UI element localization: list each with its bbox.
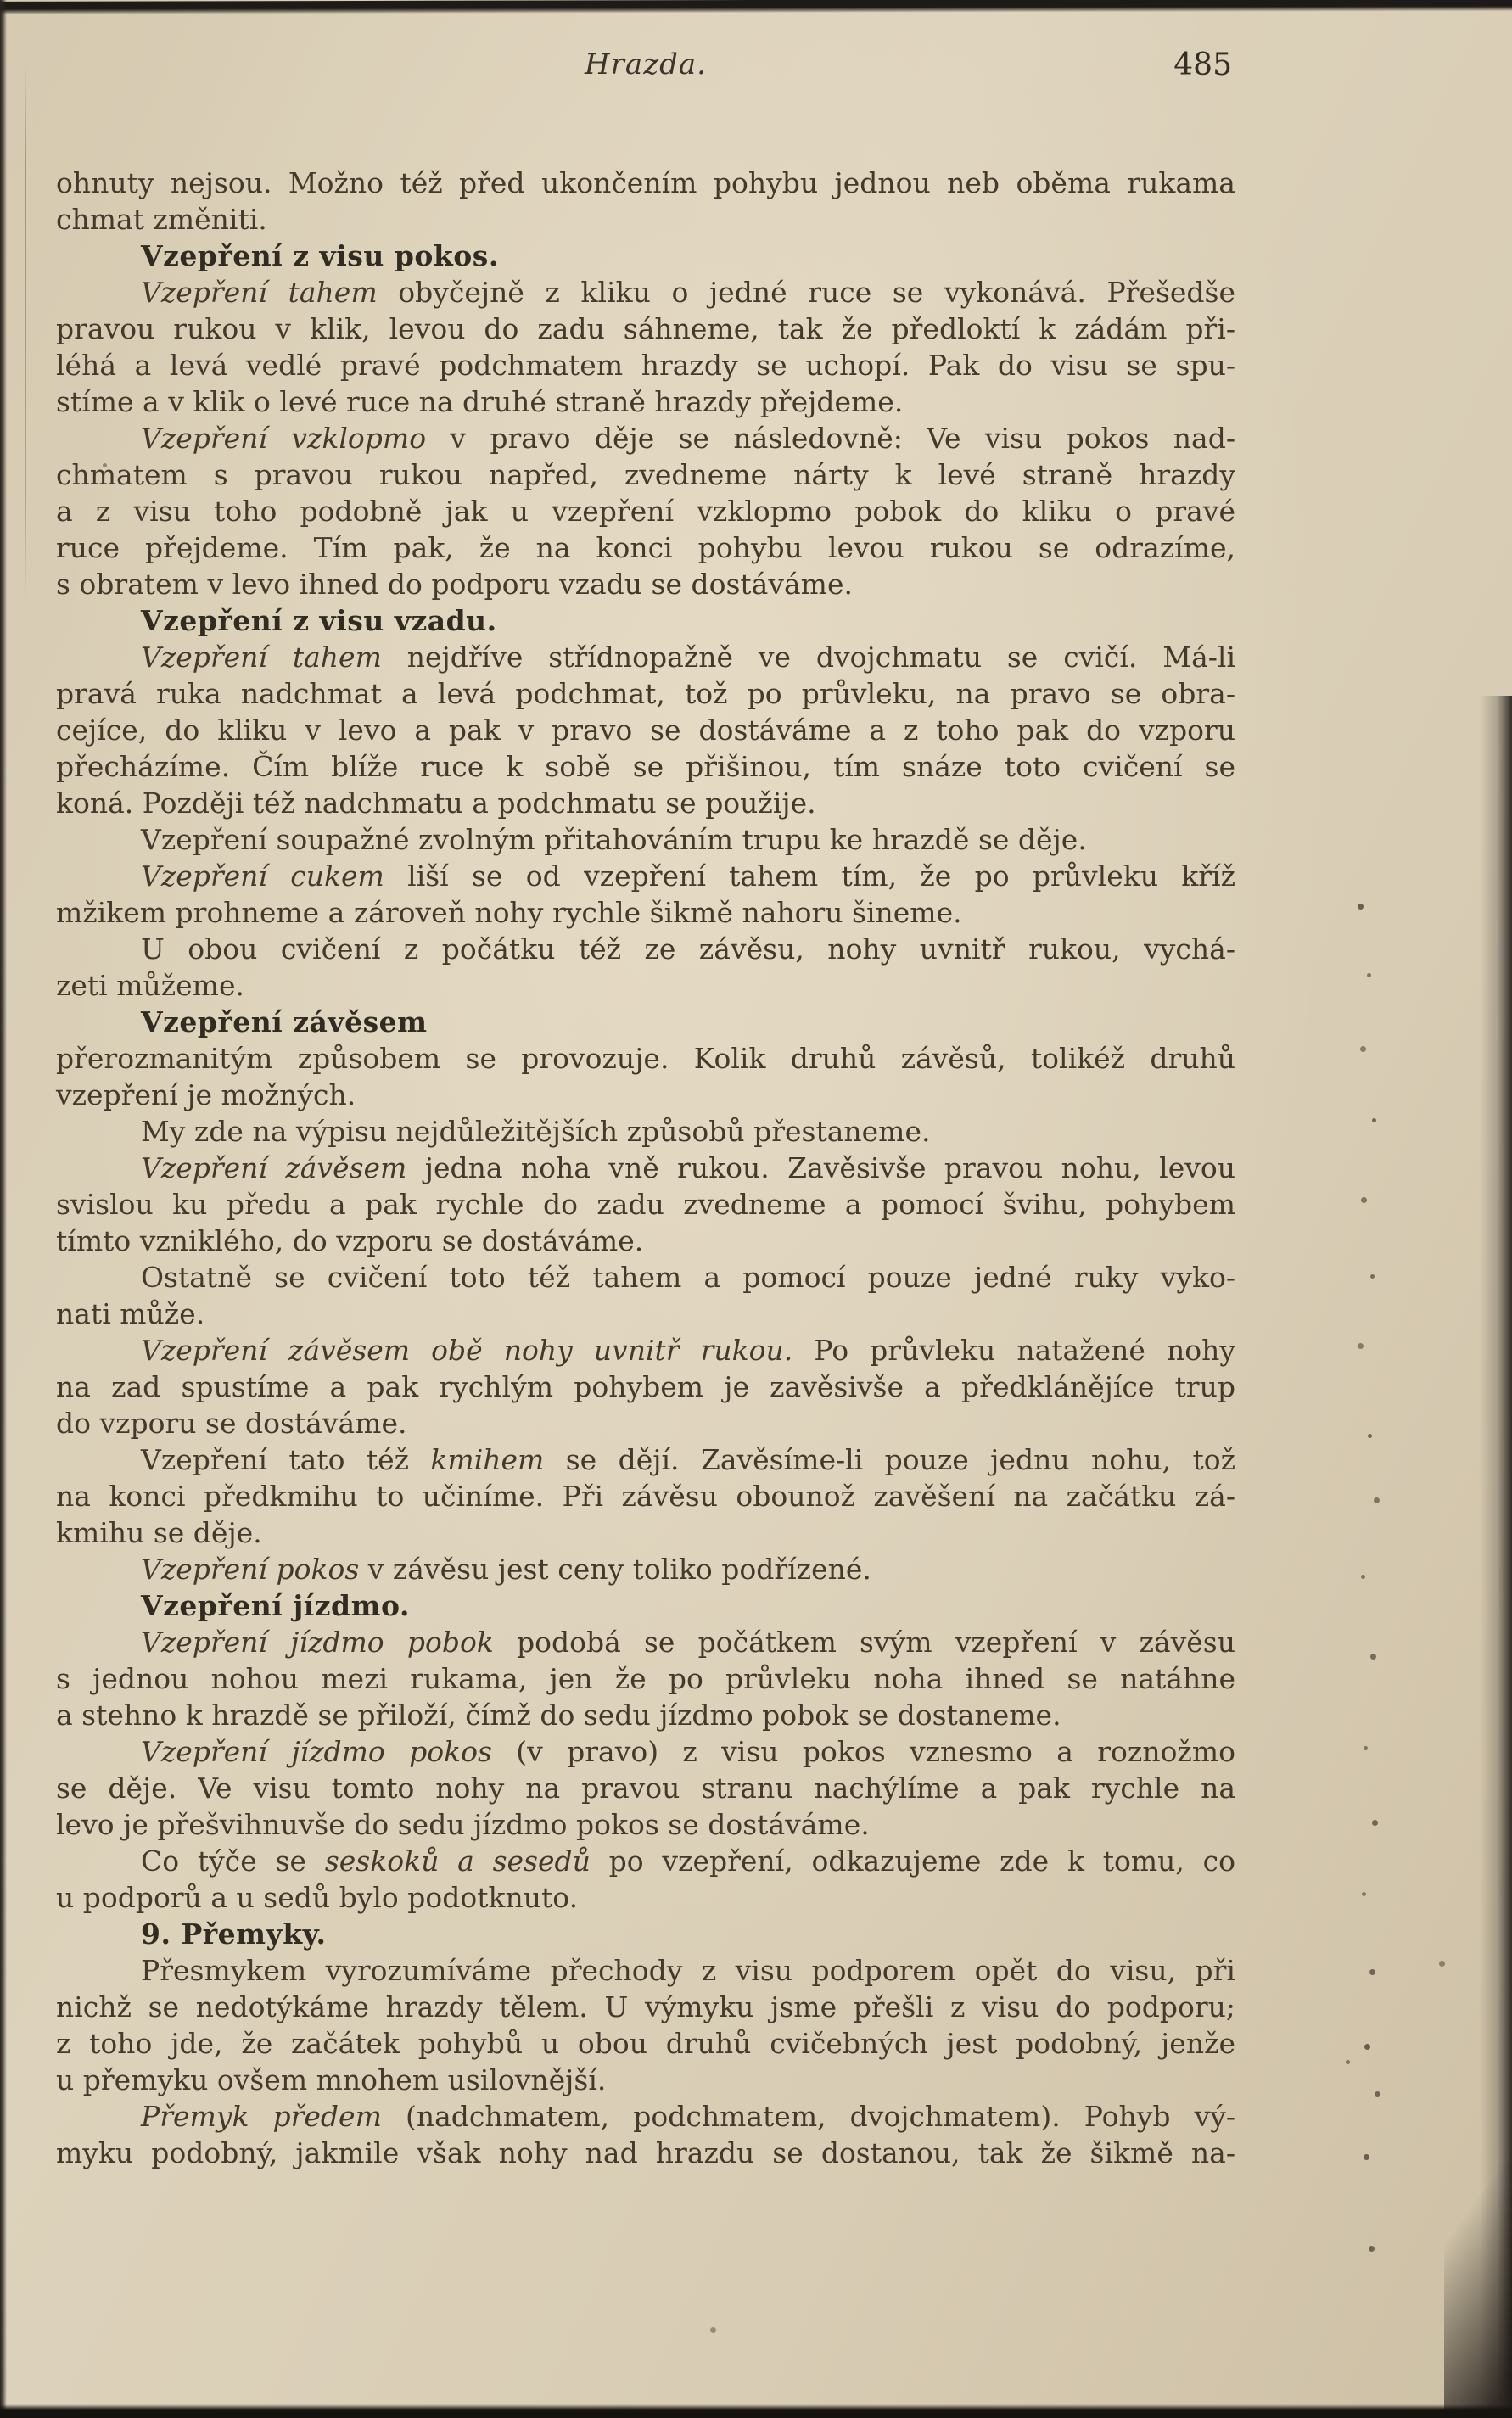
paragraph [56, 1040, 1235, 1113]
text-line: ohnuty nejsou. Možno též před ukončením pohybu jednou neb oběma rukama [56, 166, 1235, 199]
paragraph [56, 1551, 1235, 1587]
text-line: Vzepření závěsem jedna noha vně rukou. Zavěsivše pravou nohu, levou [141, 1151, 1235, 1184]
text-line: s obratem v levo ihned do podporu vzadu se dostáváme. [56, 568, 853, 601]
paragraph [56, 1259, 1235, 1332]
running-title: Hrazda. [585, 48, 707, 81]
paragraph [56, 274, 1235, 420]
paragraph [56, 2098, 1235, 2171]
text-line: přecházíme. Čím blíže ruce k sobě se přišinou, tím snáze toto cvičení se [56, 750, 1235, 783]
text-line: se děje. Ve visu tomto nohy na pravou stranu nachýlíme a pak rychle na [56, 1772, 1235, 1805]
text-line: Vzepření vzklopmo v pravo děje se následovně: Ve visu pokos nad- [141, 422, 1235, 455]
text-line: stíme a v klik o levé ruce na druhé straně hrazdy přejdeme. [56, 385, 904, 418]
text-line: s jednou nohou mezi rukama, jen že po průvleku noha ihned se natáhne [56, 1662, 1235, 1695]
text-line: cejíce, do kliku v levo a pak v pravo se dostáváme a z toho pak do vzporu [56, 714, 1235, 747]
text-line: mžikem prohneme a zároveň nohy rychle šikmě nahoru šineme. [56, 896, 962, 929]
text-line: přerozmanitým způsobem se provozuje. Kolik druhů závěsů, tolikéž druhů [56, 1042, 1235, 1075]
scan-edge-left [0, 0, 7, 2418]
text-line: Vzepření pokos v závěsu jest ceny toliko podřízené. [141, 1553, 871, 1586]
text-line: u podporů a u sedů bylo podotknuto. [56, 1881, 579, 1914]
text-line: Vzepření jízdmo. [141, 1589, 410, 1622]
text-line: chmatem s pravou rukou napřed, zvedneme nárty k levé straně hrazdy [56, 458, 1235, 491]
text-line: Vzepření jízdmo pobok podobá se počátkem svým vzepření v závěsu [141, 1626, 1235, 1659]
text-line: a z visu toho podobně jak u vzepření vzklopmo pobok do kliku o pravé [56, 495, 1235, 528]
text-line: léhá a levá vedlé pravé podchmatem hrazdy se uchopí. Pak do visu se spu- [56, 349, 1235, 382]
text-line: chmat změniti. [56, 203, 267, 236]
paragraph [56, 1441, 1235, 1551]
section-heading [56, 238, 1235, 274]
text-line: Vzepření cukem liší se od vzepření tahem tím, že po průvleku kříž [141, 859, 1236, 893]
paragraph [56, 1624, 1235, 1733]
paragraph [56, 1843, 1235, 1916]
paragraph [56, 420, 1235, 602]
scan-edge-top [0, 0, 1512, 14]
paragraph [56, 1332, 1235, 1441]
section-heading [56, 1916, 1235, 1952]
scan-edge-bottom [0, 2404, 1512, 2418]
section-heading [56, 602, 1235, 639]
text-line: Vzepření z visu pokos. [141, 239, 499, 272]
text-line: pravá ruka nadchmat a levá podchmat, tož po průvleku, na pravo se obra- [56, 677, 1235, 710]
text-line: tímto vzniklého, do vzporu se dostáváme. [56, 1224, 644, 1257]
text-line: Vzepření z visu vzadu. [141, 604, 497, 637]
paragraph [56, 639, 1235, 821]
text-line: na konci předkmihu to učiníme. Při závěsu obounož zavěšení na začátku zá- [56, 1480, 1235, 1513]
text-line: pravou rukou v klik, levou do zadu sáhneme, tak že předloktí k zádám při- [56, 312, 1235, 345]
paragraph [56, 1113, 1235, 1150]
text-line: Ostatně se cvičení toto též tahem a pomocí pouze jedné ruky vyko- [141, 1261, 1235, 1294]
text-line: Vzepření jízdmo pokos (v pravo) z visu pokos vznesmo a roznožmo [141, 1735, 1235, 1768]
text-line: Přesmykem vyrozumíváme přechody z visu podporem opět do visu, při [141, 1954, 1235, 1987]
page-crease [25, 59, 26, 602]
section-heading [56, 1587, 1235, 1624]
text-line: ruce přejdeme. Tím pak, že na konci pohybu levou rukou se odrazíme, [56, 531, 1235, 564]
page-number: 485 [1173, 48, 1232, 82]
text-line: Vzepření soupažné zvolným přitahováním trupu ke hrazdě se děje. [141, 823, 1087, 856]
text-block [56, 165, 1235, 2171]
paragraph [56, 931, 1235, 1004]
text-line: Vzepření závěsem [141, 1005, 428, 1038]
text-line: Přemyk předem (nadchmatem, podchmatem, dvojchmatem). Pohyb vý- [141, 2100, 1236, 2133]
text-line: levo je přešvihnuvše do sedu jízdmo pokos se dostáváme. [56, 1808, 870, 1841]
text-line: Vzepření tahem obyčejně z kliku o jedné ruce se vykonává. Přešedše [141, 276, 1236, 309]
text-line: u přemyku ovšem mnohem usilovnější. [56, 2063, 607, 2096]
paragraph [56, 165, 1235, 238]
text-line: nichž se nedotýkáme hrazdy tělem. U výmyku jsme přešli z visu do podporu; [56, 1990, 1235, 2023]
paragraph [56, 821, 1235, 858]
text-line: zeti můžeme. [56, 969, 244, 1002]
text-line: myku podobný, jakmile však nohy nad hrazdu se dostanou, tak že šikmě na- [56, 2136, 1235, 2169]
text-line: nati může. [56, 1297, 205, 1330]
text-line: U obou cvičení z počátku též ze závěsu, nohy uvnitř rukou, vychá- [141, 932, 1235, 966]
paragraph [56, 858, 1235, 931]
text-line: My zde na výpisu nejdůležitějších způsobů přestaneme. [141, 1115, 931, 1148]
text-line: svislou ku předu a pak rychle do zadu zvedneme a pomocí švihu, pohybem [56, 1188, 1235, 1221]
text-line: na zad spustíme a pak rychlým pohybem je zavěsivše a předklánějíce trup [56, 1370, 1235, 1403]
paragraph [56, 1733, 1235, 1843]
paragraph [56, 1952, 1235, 2098]
text-line: Vzepření tato též kmihem se dějí. Zavěsíme-li pouze jednu nohu, tož [141, 1443, 1235, 1476]
text-line: vzepření je možných. [56, 1078, 356, 1111]
text-line: Co týče se seskoků a sesedů po vzepření, odkazujeme zde k tomu, co [141, 1844, 1236, 1878]
section-heading [56, 1004, 1235, 1040]
text-line: Vzepření závěsem obě nohy uvnitř rukou. Po průvleku natažené nohy [141, 1334, 1236, 1367]
text-line: kmihu se děje. [56, 1516, 262, 1549]
text-line: do vzporu se dostáváme. [56, 1407, 407, 1440]
ink-speckles [0, 0, 4, 4]
page-header [56, 48, 1235, 81]
text-line: a stehno k hrazdě se přiloží, čímž do sedu jízdmo pobok se dostaneme. [56, 1699, 1061, 1732]
text-line: koná. Později též nadchmatu a podchmatu se použije. [56, 786, 816, 820]
scan-edge-right-bottom [1444, 2062, 1512, 2418]
text-line: Vzepření tahem nejdříve střídnopažně ve dvojchmatu se cvičí. Má-li [141, 641, 1235, 674]
text-line: z toho jde, že začátek pohybů u obou druhů cvičebných jest podobný, jenže [56, 2027, 1235, 2060]
text-line: 9. Přemyky. [141, 1917, 327, 1951]
paragraph [56, 1150, 1235, 1259]
